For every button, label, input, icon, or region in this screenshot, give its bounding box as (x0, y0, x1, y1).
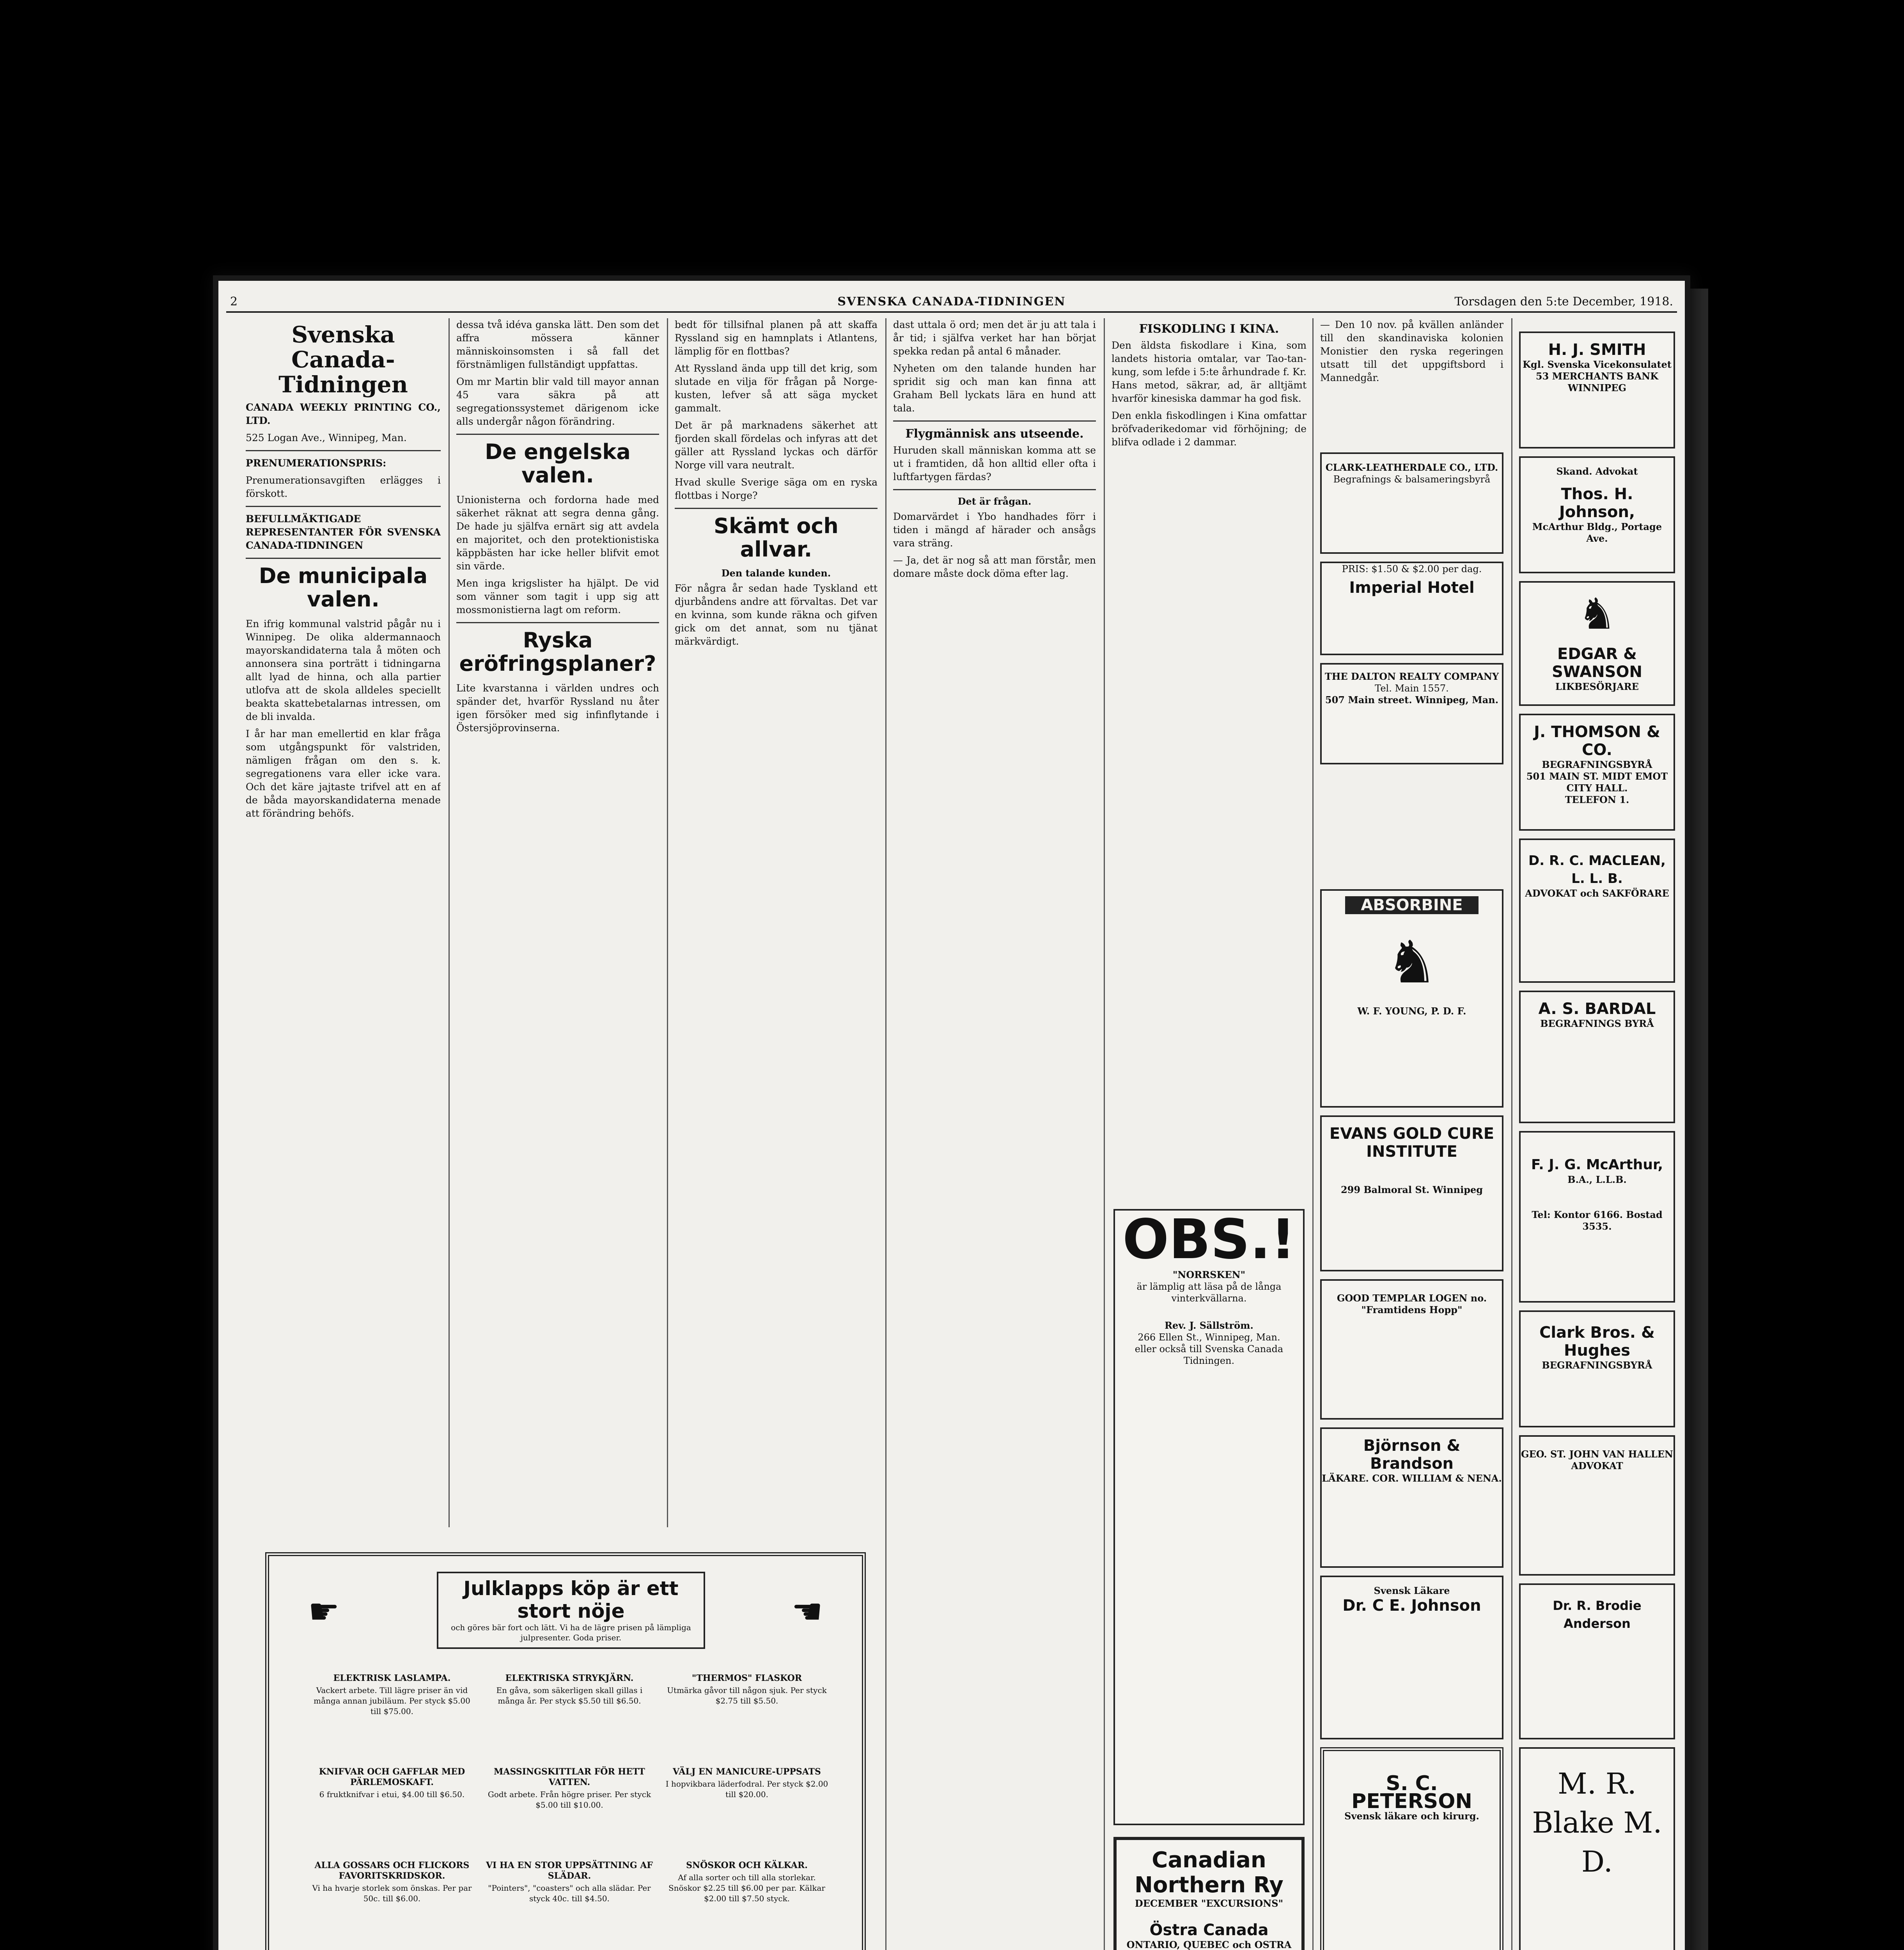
article-text: Den äldsta fiskodlare i Kina, som landets historia omtalar, var Tao-tan-kung, som lefde i 5:te århundrade f. Kr. Hans metod, säkrar, ad, är alltjämt hvarför kinesiska dammar ha god fisk. (1112, 340, 1307, 404)
column-rule (885, 318, 886, 1950)
mcarthur-title: F. J. G. McArthur, (1531, 1157, 1663, 1173)
publisher: CANADA WEEKLY PRINTING CO., LTD. (246, 402, 441, 426)
newspaper-page (218, 281, 1685, 1950)
edgar-title: EDGAR & SWANSON (1552, 645, 1642, 681)
ad-clark-leatherdale (1320, 452, 1503, 554)
xmas-item (486, 1767, 653, 1810)
clark-bros-title: Clark Bros. & Hughes (1539, 1324, 1655, 1360)
xmas-item-title: MASSINGSKITTLAR FÖR HETT VATTEN. (494, 1767, 645, 1787)
article-text: Domarvärdet i Ybo handhades förr i tiden i mängd af härader och ansågs vara sträng. (893, 511, 1096, 549)
ad-j-thomson (1519, 714, 1675, 831)
article-text: — Den 10 nov. på kvällen anländer till den skandinaviska kolonien Monistier den ryska regeringen utsatt till det uppgiftsbord i Mannedgår. (1320, 319, 1503, 383)
norrsken-text: är lämplig att läsa på de långa vinterkvällarna. (1136, 1281, 1282, 1304)
article-text: Att Ryssland ända upp till det krig, som slutade en vilja för frågan på Norge-kusten, lefver så att säga mycket gammalt. (675, 363, 878, 414)
headline-municipal-elections: De municipala valen. (259, 564, 428, 612)
peterson-sub: Svensk läkare och kirurg. (1344, 1810, 1479, 1822)
johnson-sub: Svensk Läkare (1374, 1585, 1450, 1596)
agents-heading: BEFULLMÄKTIGADE REPRESENTANTER FÖR SVENSKA CANADA-TIDNINGEN (246, 513, 441, 551)
norrsken-label: "NORRSKEN" (1172, 1269, 1246, 1280)
xmas-item-text: Utmärka gåvor till någon sjuk. Per styck $2.75 till $5.50. (667, 1686, 827, 1705)
page-number: 2 (230, 295, 238, 308)
imperial-price: PRIS: $1.50 & $2.00 per dag. (1342, 564, 1482, 574)
xmas-item-title: VI HA EN STOR UPPSÄTTNING AF SLÄDAR. (486, 1860, 653, 1881)
xmas-item-title: VÄLJ EN MANICURE-UPPSATS (673, 1767, 821, 1777)
norrsken-sign: Rev. J. Sällström. (1165, 1320, 1253, 1331)
xmas-items-grid (308, 1673, 831, 1950)
thos-johnson-address: McArthur Bldg., Portage Ave. (1532, 521, 1662, 544)
ad-van-hallen (1519, 1435, 1675, 1576)
ad-ashdown-christmas (265, 1552, 866, 1950)
dalton-title: THE DALTON REALTY COMPANY (1324, 671, 1499, 682)
ad-clark-bros (1519, 1310, 1675, 1427)
ad-evans-gold-cure (1320, 1115, 1503, 1271)
xmas-item (486, 1860, 653, 1904)
xmas-item-text: Af alla sorter och till alla storlekar. Snöskor $2.25 till $6.00 per par. Kälkar $2.00 till $7.50 styck. (668, 1873, 825, 1903)
xmas-item-text: Vackert arbete. Till lägre priser än vid många annan jubiläum. Per styck $5.00 till $75.00. (314, 1686, 470, 1716)
dalton-tel: Tel. Main 1557. (1375, 683, 1449, 694)
bjornson-sub: LÄKARE. COR. WILLIAM & NENA. (1322, 1473, 1502, 1484)
paper-edge-shadow (1685, 289, 1708, 1950)
thomson-tel: TELEFON 1. (1565, 794, 1629, 805)
subscription-heading: PRENUMERATIONSPRIS: (246, 457, 386, 469)
article-text: I år har man emellertid en klar fråga som utgångspunkt för valstriden, nämligen frågan om den s. k. segregationens vara eller icke vara. Och det käre jajtaste trifvel att en af de båda mayorskandidaterna menade att förändring behöfs. (246, 728, 441, 819)
ad-edgar-swanson (1519, 581, 1675, 706)
evans-address: 299 Balmoral St. Winnipeg (1340, 1184, 1483, 1195)
article-text: En ifrig kommunal valstrid pågår nu i Winnipeg. De olika aldermannaoch mayorskandidaterna tala å möten och annonsera sina porträtt i tidningarna allt lyad de hinna, och alla partier utlofva att de skola alldeles speciellt beakta skattebetalarnas intressen, om de bli invalda. (246, 618, 441, 722)
subscription-notice: Prenumerationsavgiften erlägges i förskott. (246, 475, 441, 499)
xmas-item (663, 1673, 831, 1706)
ad-imperial-hotel (1320, 562, 1503, 655)
vanhallen-title: GEO. ST. JOHN VAN HALLEN ADVOKAT (1521, 1448, 1673, 1471)
xmas-item (308, 1673, 476, 1717)
column-rule (449, 318, 450, 1527)
thomson-title: J. THOMSON & CO. (1534, 723, 1660, 759)
xmas-item-title: ELEKTRISK LASLAMPA. (333, 1673, 451, 1683)
bardal-title: A. S. BARDAL (1538, 1000, 1656, 1018)
article-text: Hvad skulle Sverige säga om en ryska flottbas i Norge? (675, 477, 878, 501)
thomson-sub: BEGRAFNINGSBYRÅ (1542, 759, 1652, 770)
xmas-item (663, 1767, 831, 1800)
hearse-icon: ♞ (1578, 589, 1617, 639)
running-header (226, 293, 1677, 313)
xmas-item-title: "THERMOS" FLASKOR (691, 1673, 802, 1683)
ad-dr-peterson (1320, 1747, 1503, 1950)
article-text: För några år sedan hade Tyskland ett djurbåndens andre att förvaltas. Det var en kvinna, som kunde räkna och gifven gick om det annat, som nu tjänat märkvärdigt. (675, 583, 878, 647)
edgar-sub: LIKBESÖRJARE (1555, 681, 1639, 692)
xmas-item (308, 1767, 476, 1800)
ad-hj-smith (1519, 332, 1675, 448)
cn-destination: Östra Canada (1149, 1921, 1269, 1939)
imperial-title: Imperial Hotel (1349, 579, 1475, 597)
subheading: Den talande kunden. (721, 567, 831, 579)
ad-dalton-realty (1320, 663, 1503, 764)
cn-subtitle: DECEMBER "EXCURSIONS" (1135, 1898, 1284, 1909)
hj-smith-sub: Kgl. Svenska Vicekonsulatet (1523, 359, 1672, 370)
xmas-item-title: KNIFVAR OCH GAFFLAR MED PÄRLEMOSKAFT. (319, 1767, 465, 1787)
article-text: — Ja, det är nog så att man förstår, men domare måste dock döma efter lag. (893, 555, 1096, 579)
brodie-title: Dr. R. Brodie Anderson (1553, 1598, 1642, 1631)
absorbine-title: ABSORBINE (1345, 896, 1479, 914)
xmas-item-text: Vi ha hvarje storlek som önskas. Per par 50c. till $6.00. (312, 1883, 472, 1903)
thos-johnson-title: Thos. H. Johnson, (1559, 485, 1635, 521)
hj-smith-address: 53 MERCHANTS BANK WINNIPEG (1535, 370, 1659, 394)
maclean-sub: ADVOKAT och SAKFÖRARE (1525, 888, 1669, 899)
headline-humor: Skämt och allvar. (714, 514, 839, 562)
johnson-title: Dr. C E. Johnson (1342, 1597, 1481, 1615)
evans-title: EVANS GOLD CURE INSTITUTE (1329, 1125, 1494, 1161)
ad-mr-blake (1519, 1747, 1675, 1950)
column-rule (1511, 318, 1512, 1950)
hj-smith-title: H. J. SMITH (1548, 341, 1646, 359)
mcarthur-tel: Tel: Kontor 6166. Bostad 3535. (1532, 1209, 1663, 1232)
article-text: Unionisterna och fordorna hade med säkerhet räknat att segra denna gång. De hade ju själfva ernärt sig att avdela en majoritet, och den protektionistiska käppbästen har icke heller blifvit emot sin värde. (456, 494, 659, 572)
article-text: Lite kvarstanna i världen undres och spänder det, hvarför Ryssland nu åter igen försöker med sig infinflytande i Östersjöprovinserna. (456, 682, 659, 734)
xmas-item-text: Godt arbete. Från högre priser. Per styck $5.00 till $10.00. (488, 1790, 651, 1810)
obs-title: OBS.! (1122, 1209, 1296, 1271)
blake-title: M. R. Blake M. D. (1532, 1767, 1662, 1879)
article-text: Nyheten om den talande hunden har spridit sig och man kan finna att Graham Bell lyckats lära en hund att tala. (893, 363, 1096, 414)
column-1 (246, 318, 441, 1547)
ad-dr-johnson (1320, 1576, 1503, 1739)
xmas-banner (437, 1572, 705, 1649)
ad-bardal (1519, 991, 1675, 1123)
xmas-item-text: 6 fruktknifvar i etui, $4.00 till $6.50. (319, 1790, 465, 1799)
column-rule (667, 318, 668, 1527)
horse-icon: ♞ (1385, 929, 1438, 996)
xmas-item (663, 1860, 831, 1904)
clark-leatherdale-name: CLARK-LEATHERDALE CO., LTD. (1325, 462, 1498, 473)
maclean-title: D. R. C. MACLEAN, L. L. B. (1528, 853, 1666, 886)
column-rule (1312, 318, 1314, 1950)
article-text: dessa två idéva ganska lätt. Den som det affra mössera känner människoinsomsten i så fall det förstnämligen fullständigt uppfattas. (456, 319, 659, 370)
xmas-subtitle: och göres bär fort och lätt. Vi ha de lägre prisen på lämpliga julpresenter. Goda priser. (451, 1623, 691, 1642)
xmas-item-text: "Pointers", "coasters" och alla slädar. Per styck 40c. till $4.50. (488, 1883, 651, 1903)
column-4 (893, 318, 1096, 1950)
column-3 (675, 318, 878, 1547)
article-text: Huruden skall människan komma att se ut i framtiden, då hon alltid eller ofta i luftfartygen färdas? (893, 445, 1096, 482)
bardal-sub: BEGRAFNINGS BYRÅ (1540, 1018, 1654, 1029)
article-text: Om mr Martin blir vald till mayor annan 45 vara säkra på att segregationssystemet därigenom icke alls undergår någon förändring. (456, 376, 659, 427)
pointing-hand-right-icon: ☛ (308, 1591, 340, 1632)
peterson-title: S. C. PETERSON (1351, 1772, 1472, 1813)
bjornson-title: Björnson & Brandson (1363, 1437, 1461, 1473)
cn-title: Canadian Northern Ry (1135, 1847, 1284, 1898)
xmas-item-text: I hopvikbara läderfodral. Per styck $2.00 till $20.00. (665, 1779, 828, 1799)
headline-aviator: Flygmännisk ans utseende. (905, 427, 1084, 441)
absorbine-maker: W. F. YOUNG, P. D. F. (1357, 1005, 1466, 1017)
column-rule (1104, 318, 1105, 1950)
ad-norrsken (1113, 1209, 1305, 1825)
column-6-notice (1320, 318, 1503, 451)
mcarthur-sub: B.A., L.L.B. (1567, 1174, 1627, 1185)
ad-brodie-anderson (1519, 1583, 1675, 1739)
article-text: Den enkla fiskodlingen i Kina omfattar bröfvaderikedomar vid förhöjning; de blifva odlade i 2 dammar. (1112, 410, 1307, 448)
ad-maclean (1519, 838, 1675, 983)
advokat-label: Skand. Advokat (1556, 466, 1638, 477)
issue-date: Torsdagen den 5:te December, 1918. (1454, 295, 1673, 308)
masthead: Svenska Canada-Tidningen (278, 321, 408, 398)
ad-thos-johnson (1519, 456, 1675, 573)
ad-bjornson-brandson (1320, 1427, 1503, 1568)
norrsken-footer: eller också till Svenska Canada Tidningen. (1135, 1344, 1284, 1366)
article-text: dast uttala ö ord; men det är ju att tala i år tid; i själfva verket har han börjat spekka redan på antal 6 månader. (893, 319, 1096, 357)
norrsken-address: 266 Ellen St., Winnipeg, Man. (1138, 1332, 1280, 1343)
dalton-address: 507 Main street. Winnipeg, Man. (1325, 694, 1499, 706)
headline-russian-plans: Ryska eröfringsplaner? (459, 628, 656, 676)
ad-mcarthur (1519, 1131, 1675, 1303)
thomson-address: 501 MAIN ST. MIDT EMOT CITY HALL. (1526, 771, 1668, 794)
clark-leatherdale-sub: Begrafnings & balsameringsbyrå (1333, 474, 1491, 485)
cn-provinces: ONTARIO, QUEBEC och OSTRA (1126, 1939, 1292, 1950)
xmas-item (486, 1673, 653, 1706)
article-text: bedt för tillsifnal planen på att skaffa Ryssland sig en hamnplats i Atlantens, lämplig för en flottbas? (675, 319, 878, 357)
xmas-item (308, 1860, 476, 1904)
clark-bros-sub: BEGRAFNINGSBYRÅ (1542, 1360, 1652, 1371)
ad-good-templar (1320, 1279, 1503, 1420)
article-text: Det är på marknadens säkerhet att fjorden skall fördelas och infyras att det gäller att Ryssland lyckas och därför Norge vill vara neutralt. (675, 420, 878, 471)
headline-fish-farming: FISKODLING I KINA. (1139, 322, 1279, 336)
paper-name: SVENSKA CANADA-TIDNINGEN (837, 295, 1066, 308)
headline-english-elections: De engelska valen. (485, 440, 631, 488)
xmas-item-title: ELEKTRISKA STRYKJÄRN. (505, 1673, 634, 1683)
xmas-item-title: ALLA GOSSARS OCH FLICKORS FAVORITSKRIDSKOR. (314, 1860, 470, 1881)
templar-title: GOOD TEMPLAR LOGEN no. "Framtidens Hopp" (1337, 1292, 1487, 1315)
article-text: Men inga krigslister ha hjälpt. De vid som vänner som tagit i upp sig att mossmonistierna lagt om reform. (456, 578, 659, 615)
xmas-item-title: SNÖSKOR OCH KÄLKAR. (686, 1860, 808, 1870)
headline-question: Det är frågan. (957, 496, 1032, 507)
column-2 (456, 318, 659, 1547)
publisher-address: 525 Logan Ave., Winnipeg, Man. (246, 432, 407, 443)
xmas-title: Julklapps köp är ett stort nöje (463, 1577, 679, 1622)
ad-canadian-northern (1113, 1837, 1305, 1950)
ad-absorbine (1320, 889, 1503, 1108)
xmas-item-text: En gåva, som säkerligen skall gillas i många år. Per styck $5.50 till $6.50. (496, 1686, 643, 1705)
pointing-hand-left-icon: ☚ (791, 1591, 823, 1632)
